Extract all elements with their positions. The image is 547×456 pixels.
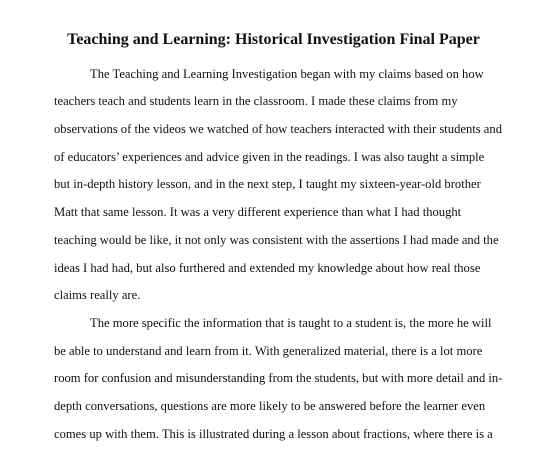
paragraph-2-line-2: be able to understand and learn from it. With generalized material, there is a lot more [54, 344, 483, 358]
paragraph-1-line-6: Matt that same lesson. It was a very different experience than what I had thought [54, 205, 462, 219]
paragraph-1-line-7: teaching would be like, it not only was consistent with the assertions I had made and the [54, 233, 499, 247]
paragraph-2-line-4: depth conversations, questions are more likely to be answered before the learner even [54, 399, 486, 413]
paragraph-2-line-3: room for confusion and misunderstanding from the students, but with more detail and in- [54, 371, 503, 385]
paragraph-2-line-1: The more specific the information that is taught to a student is, the more he will [90, 316, 492, 330]
paragraph-1-line-8: ideas I had had, but also furthered and extended my knowledge about how real those [54, 261, 481, 275]
paper-title: Teaching and Learning: Historical Investigation Final Paper [67, 31, 480, 48]
paragraph-1-line-3: observations of the videos we watched of how teachers interacted with their students and [54, 122, 502, 136]
paragraph-2-line-5: comes up with them. This is illustrated during a lesson about fractions, where there is a [54, 427, 493, 441]
paragraph-1-line-1: The Teaching and Learning Investigation began with my claims based on how [90, 67, 484, 81]
paragraph-1-line-2: teachers teach and students learn in the classroom. I made these claims from my [54, 94, 458, 108]
paragraph-1-line-9: claims really are. [54, 288, 141, 302]
paragraph-1-line-4: of educators’ experiences and advice given in the readings. I was also taught a simple [54, 150, 485, 164]
paragraph-1-line-5: but in-depth history lesson, and in the next step, I taught my sixteen-year-old brother [54, 177, 481, 191]
